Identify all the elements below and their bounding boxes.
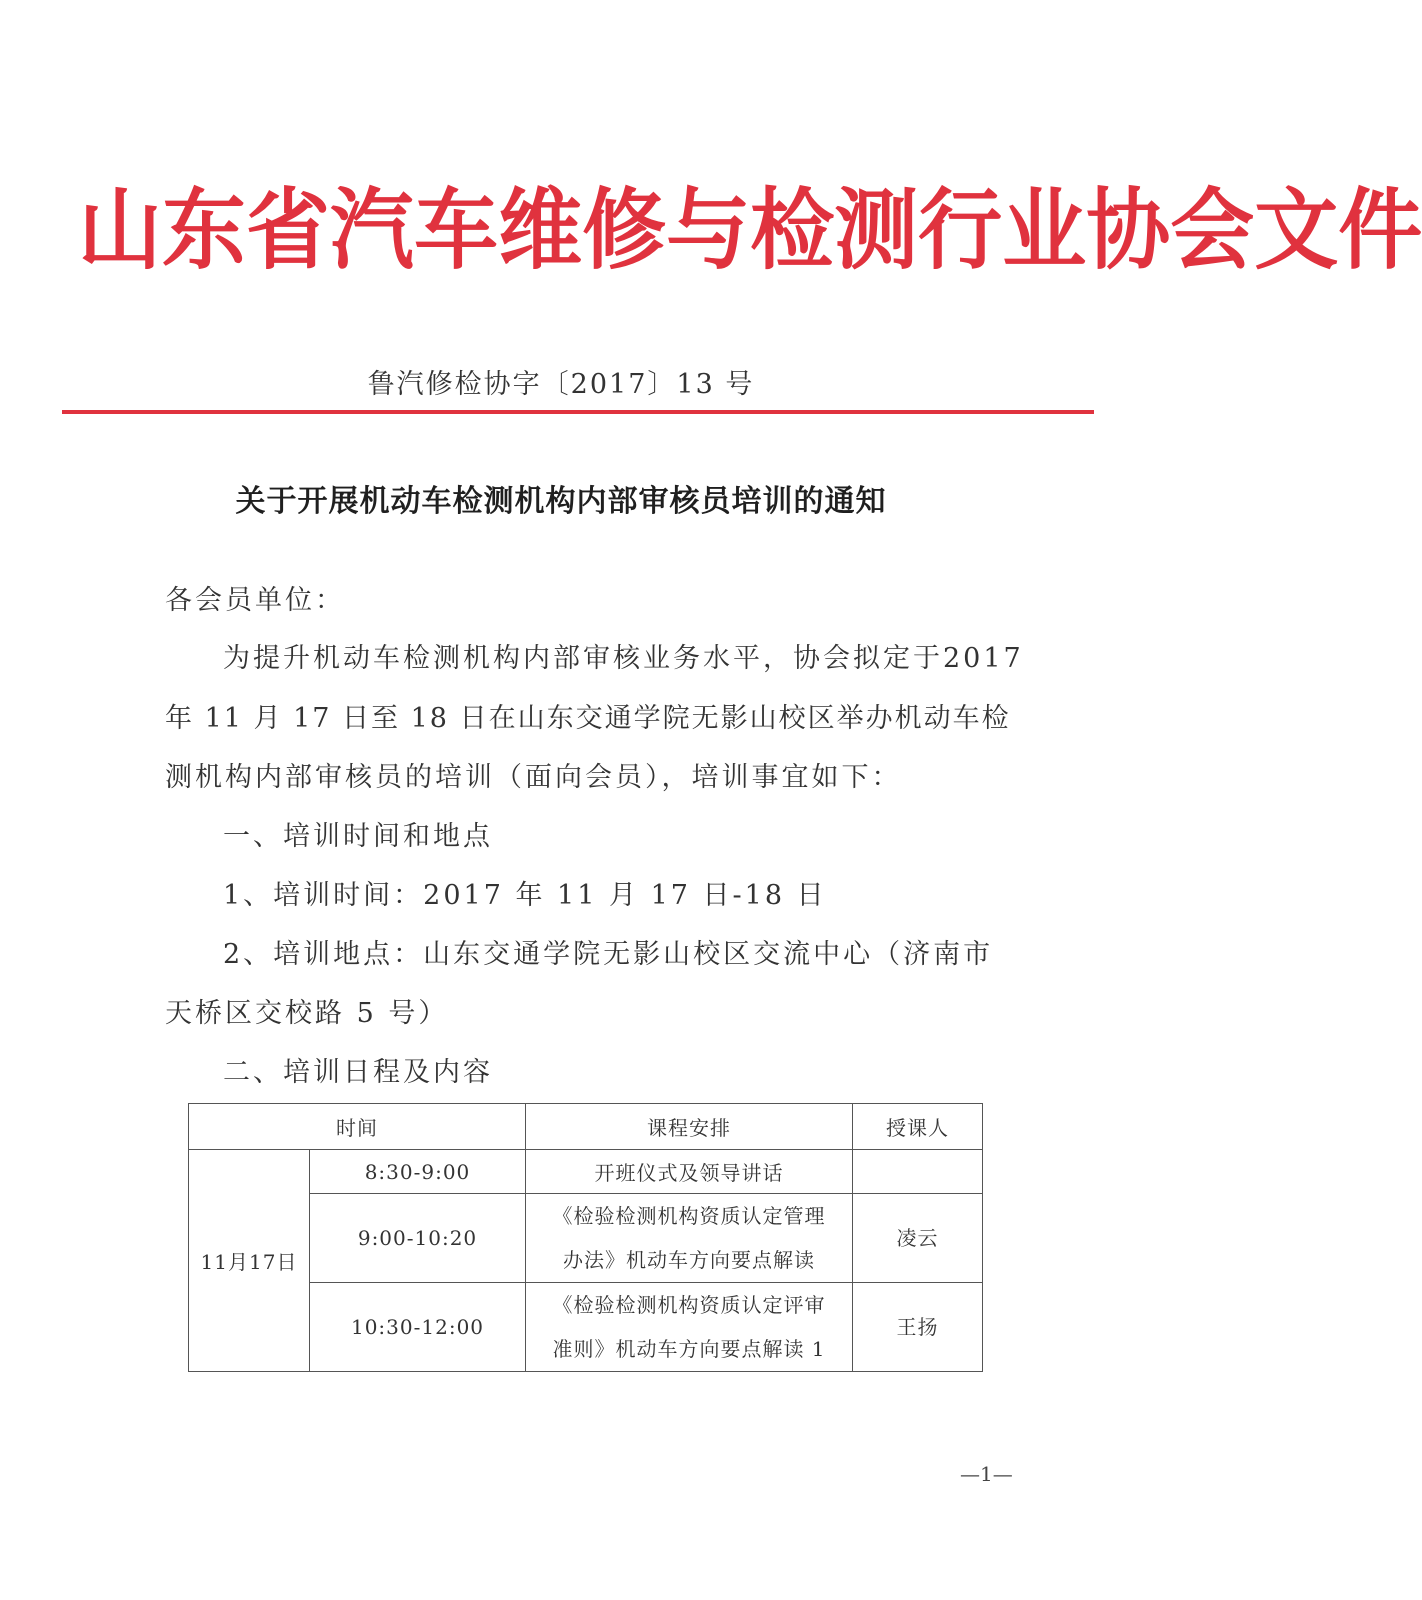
masthead-char: 与	[666, 178, 751, 282]
masthead-char: 业	[1002, 178, 1087, 282]
header-course: 课程安排	[526, 1104, 853, 1150]
notice-title: 关于开展机动车检测机构内部审核员培训的通知	[235, 484, 887, 519]
training-location: 2、培训地点：山东交通学院无影山校区交流中心（济南市	[223, 939, 994, 970]
masthead-char: 行	[918, 178, 1003, 282]
date-cell: 11月17日	[189, 1150, 310, 1372]
masthead-char: 协	[1086, 178, 1171, 282]
masthead-title	[78, 170, 1422, 290]
course-cell	[526, 1194, 853, 1283]
masthead-char: 维	[498, 178, 583, 282]
masthead-char: 测	[834, 178, 919, 282]
course-line: 《检验检测机构资质认定评审	[552, 1293, 826, 1317]
page-number: —1—	[960, 1462, 1013, 1486]
time-cell: 9:00-10:20	[310, 1194, 526, 1283]
salutation: 各会员单位：	[165, 585, 345, 616]
masthead-char: 检	[750, 178, 835, 282]
lecturer-cell: 凌云	[853, 1194, 983, 1283]
masthead-char: 文	[1254, 178, 1339, 282]
masthead-char: 修	[582, 178, 667, 282]
masthead-char: 汽	[330, 178, 415, 282]
masthead-char: 东	[162, 178, 247, 282]
time-cell: 8:30-9:00	[310, 1150, 526, 1194]
header-time: 时间	[189, 1104, 526, 1150]
course-cell	[526, 1150, 853, 1194]
paragraph-line: 为提升机动车检测机构内部审核业务水平，协会拟定于2017	[223, 643, 1024, 674]
masthead-char: 山	[78, 178, 163, 282]
course-line: 准则》机动车方向要点解读 1	[552, 1337, 826, 1361]
header-lecturer: 授课人	[853, 1104, 983, 1150]
red-divider	[62, 410, 1094, 414]
section-heading: 二、培训日程及内容	[223, 1057, 493, 1088]
course-line: 办法》机动车方向要点解读	[563, 1248, 815, 1272]
paragraph-line: 测机构内部审核员的培训（面向会员），培训事宜如下：	[165, 762, 902, 793]
schedule-table	[188, 1103, 983, 1372]
table-row	[189, 1150, 983, 1194]
masthead-char: 会	[1170, 178, 1255, 282]
course-line: 开班仪式及领导讲话	[594, 1161, 784, 1185]
time-cell: 10:30-12:00	[310, 1283, 526, 1372]
paragraph-line: 年 11 月 17 日至 18 日在山东交通学院无影山校区举办机动车检	[165, 703, 1011, 734]
masthead-char: 件	[1338, 178, 1422, 282]
lecturer-cell	[853, 1150, 983, 1194]
masthead-char: 省	[246, 178, 331, 282]
course-line: 《检验检测机构资质认定管理	[552, 1204, 826, 1228]
lecturer-cell: 王扬	[853, 1283, 983, 1372]
document-number: 鲁汽修检协字〔2017〕13 号	[367, 369, 755, 400]
section-heading: 一、培训时间和地点	[223, 821, 493, 852]
training-time: 1、培训时间：2017 年 11 月 17 日-18 日	[223, 880, 827, 911]
training-location-cont: 天桥区交校路 5 号）	[165, 998, 449, 1029]
course-cell	[526, 1283, 853, 1372]
masthead-char: 车	[414, 178, 499, 282]
